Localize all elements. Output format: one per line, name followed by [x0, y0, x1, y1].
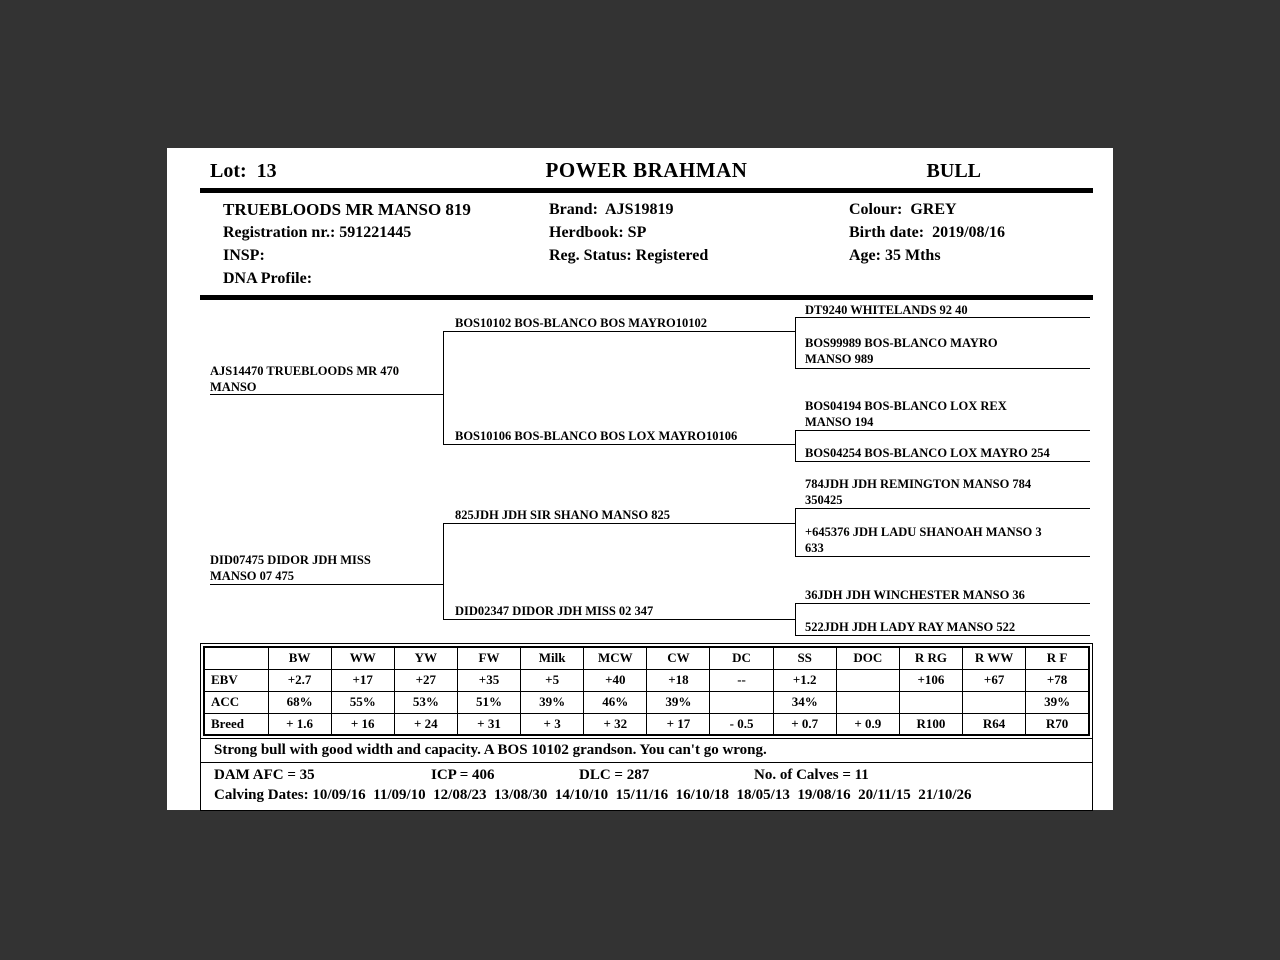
- lot-number: Lot: 13: [210, 160, 277, 182]
- pedigree-connector: [795, 318, 796, 369]
- ebv-row-label: EBV: [204, 669, 268, 691]
- pedigree-name: 825JDH JDH SIR SHANO MANSO 825: [455, 508, 670, 522]
- header: [200, 158, 1093, 183]
- ebv-value-cell: +27: [394, 669, 457, 691]
- ebv-column-header: BW: [268, 647, 331, 669]
- ebv-column-header: Milk: [521, 647, 584, 669]
- pedigree-dam: [210, 552, 443, 585]
- pedigree-great-grandparent: [795, 302, 1090, 318]
- info-col-2: [549, 198, 849, 290]
- ebv-table: [203, 646, 1090, 736]
- pedigree-name: 36JDH JDH WINCHESTER MANSO 36: [805, 588, 1025, 602]
- age: Age: 35 Mths: [849, 247, 941, 264]
- pedigree-name: 784JDH JDH REMINGTON MANSO 784 350425: [805, 477, 1032, 507]
- ebv-column-header: WW: [331, 647, 394, 669]
- pedigree-name: BOS10102 BOS-BLANCO BOS MAYRO10102: [455, 316, 708, 330]
- pedigree-name: DID02347 DIDOR JDH MISS 02 347: [455, 604, 654, 618]
- brand: Brand: AJS19819: [549, 201, 674, 218]
- calving-dates: Calving Dates: 10/09/16 11/09/10 12/08/23 13/08/30 14/10/10 15/11/16 16/10/18 18/05/13 19/08/16 20/11/15 21/10/26: [214, 787, 972, 803]
- pedigree-great-grandparent: [795, 476, 1090, 509]
- ebv-column-header: R F: [1026, 647, 1089, 669]
- ebv-value-cell: [899, 691, 962, 713]
- pedigree-name: BOS99989 BOS-BLANCO MAYRO MANSO 989: [805, 336, 998, 366]
- ebv-value-cell: +1.2: [773, 669, 836, 691]
- ebv-row-label: ACC: [204, 691, 268, 713]
- dna-profile-label: DNA Profile:: [223, 270, 313, 287]
- ebv-column-header: DOC: [836, 647, 899, 669]
- colour: Colour: GREY: [849, 201, 957, 218]
- pedigree-sire: [210, 363, 443, 395]
- pedigree-dam-sire: [443, 507, 795, 524]
- ebv-value-cell: --: [710, 669, 773, 691]
- ebv-value-cell: 39%: [647, 691, 710, 713]
- pedigree-name: +645376 JDH LADU SHANOAH MANSO 3 633: [805, 525, 1042, 555]
- catalog-card: [167, 148, 1113, 810]
- insp-label: INSP:: [223, 247, 265, 264]
- ebv-value-cell: + 24: [394, 713, 457, 735]
- ebv-value-cell: 55%: [331, 691, 394, 713]
- divider-top: [200, 188, 1093, 193]
- dam-afc: DAM AFC = 35: [214, 767, 315, 783]
- ebv-value-cell: 68%: [268, 691, 331, 713]
- ebv-value-cell: + 31: [457, 713, 520, 735]
- ebv-value-cell: +78: [1026, 669, 1089, 691]
- registration-number: Registration nr.: 591221445: [223, 224, 412, 241]
- ebv-value-cell: +5: [521, 669, 584, 691]
- ebv-value-cell: + 3: [521, 713, 584, 735]
- ebv-value-cell: +67: [963, 669, 1026, 691]
- pedigree-connector: [795, 431, 796, 462]
- ebv-data-row: [204, 713, 1089, 735]
- pedigree-great-grandparent: [795, 398, 1090, 431]
- ebv-value-cell: +17: [331, 669, 394, 691]
- divider-info: [200, 295, 1093, 300]
- pedigree-sire-dam: [443, 428, 795, 445]
- animal-info: [200, 198, 1093, 290]
- pedigree-name: DT9240 WHITELANDS 92 40: [805, 303, 968, 317]
- ebv-column-header: SS: [773, 647, 836, 669]
- ebv-value-cell: + 17: [647, 713, 710, 735]
- ebv-value-cell: R64: [963, 713, 1026, 735]
- pedigree-connector: [443, 524, 444, 620]
- pedigree-sire-sire: [443, 315, 795, 332]
- ebv-value-cell: +2.7: [268, 669, 331, 691]
- ebv-row-label: Breed: [204, 713, 268, 735]
- ebv-value-cell: - 0.5: [710, 713, 773, 735]
- reg-status: Reg. Status: Registered: [549, 247, 709, 264]
- icp: ICP = 406: [431, 767, 495, 783]
- sex-label: BULL: [926, 160, 981, 182]
- ebv-value-cell: 51%: [457, 691, 520, 713]
- ebv-column-header: CW: [647, 647, 710, 669]
- pedigree-name: 522JDH JDH LADY RAY MANSO 522: [805, 620, 1016, 634]
- pedigree-great-grandparent: [795, 619, 1090, 636]
- ebv-data-row: [204, 669, 1089, 691]
- dam-stats-box: [200, 763, 1093, 811]
- ebv-value-cell: [836, 669, 899, 691]
- pedigree-connector: [795, 604, 796, 636]
- ebv-value-cell: 39%: [521, 691, 584, 713]
- ebv-value-cell: 53%: [394, 691, 457, 713]
- info-col-1: [223, 198, 549, 290]
- ebv-value-cell: 34%: [773, 691, 836, 713]
- sale-comment: Strong bull with good width and capacity. A BOS 10102 grandson. You can't go wrong.: [200, 739, 1093, 763]
- ebv-column-header: R RG: [899, 647, 962, 669]
- birth-date: Birth date: 2019/08/16: [849, 224, 1005, 241]
- page-title: POWER BRAHMAN: [545, 158, 748, 182]
- info-col-3: [849, 198, 1093, 290]
- ebv-value-cell: 46%: [584, 691, 647, 713]
- pedigree-name: BOS04254 BOS-BLANCO LOX MAYRO 254: [805, 446, 1050, 460]
- ebv-column-header: YW: [394, 647, 457, 669]
- ebv-data-row: [204, 691, 1089, 713]
- ebv-column-header: R WW: [963, 647, 1026, 669]
- ebv-value-cell: + 1.6: [268, 713, 331, 735]
- ebv-column-header: [204, 647, 268, 669]
- no-of-calves: No. of Calves = 11: [754, 767, 869, 783]
- pedigree-name: DID07475 DIDOR JDH MISS MANSO 07 475: [210, 553, 371, 583]
- dam-stats-row: [214, 765, 1092, 785]
- ebv-value-cell: + 0.9: [836, 713, 899, 735]
- ebv-value-cell: + 32: [584, 713, 647, 735]
- ebv-value-cell: + 0.7: [773, 713, 836, 735]
- pedigree-name: AJS14470 TRUEBLOODS MR 470 MANSO: [210, 364, 400, 394]
- pedigree-dam-dam: [443, 603, 795, 620]
- pedigree-connector: [443, 332, 444, 445]
- ebv-value-cell: + 16: [331, 713, 394, 735]
- pedigree-name: BOS04194 BOS-BLANCO LOX REX MANSO 194: [805, 399, 1007, 429]
- animal-name: TRUEBLOODS MR MANSO 819: [223, 200, 471, 219]
- ebv-value-cell: +106: [899, 669, 962, 691]
- pedigree-connector: [795, 509, 796, 557]
- pedigree-great-grandparent: [795, 445, 1090, 462]
- dlc: DLC = 287: [579, 767, 650, 783]
- pedigree-great-grandparent: [795, 335, 1090, 369]
- ebv-value-cell: [963, 691, 1026, 713]
- pedigree-chart: [200, 303, 1093, 643]
- pedigree-great-grandparent: [795, 524, 1090, 557]
- ebv-value-cell: +40: [584, 669, 647, 691]
- herdbook: Herdbook: SP: [549, 224, 647, 241]
- ebv-value-cell: [710, 691, 773, 713]
- pedigree-great-grandparent: [795, 587, 1090, 604]
- ebv-value-cell: +35: [457, 669, 520, 691]
- ebv-column-header: FW: [457, 647, 520, 669]
- ebv-value-cell: R70: [1026, 713, 1089, 735]
- ebv-value-cell: R100: [899, 713, 962, 735]
- pedigree-name: BOS10106 BOS-BLANCO BOS LOX MAYRO10106: [455, 429, 738, 443]
- ebv-column-header: MCW: [584, 647, 647, 669]
- ebv-column-header: DC: [710, 647, 773, 669]
- ebv-table-frame: [200, 643, 1093, 739]
- ebv-value-cell: [836, 691, 899, 713]
- ebv-value-cell: +18: [647, 669, 710, 691]
- ebv-header-row: [204, 647, 1089, 669]
- ebv-value-cell: 39%: [1026, 691, 1089, 713]
